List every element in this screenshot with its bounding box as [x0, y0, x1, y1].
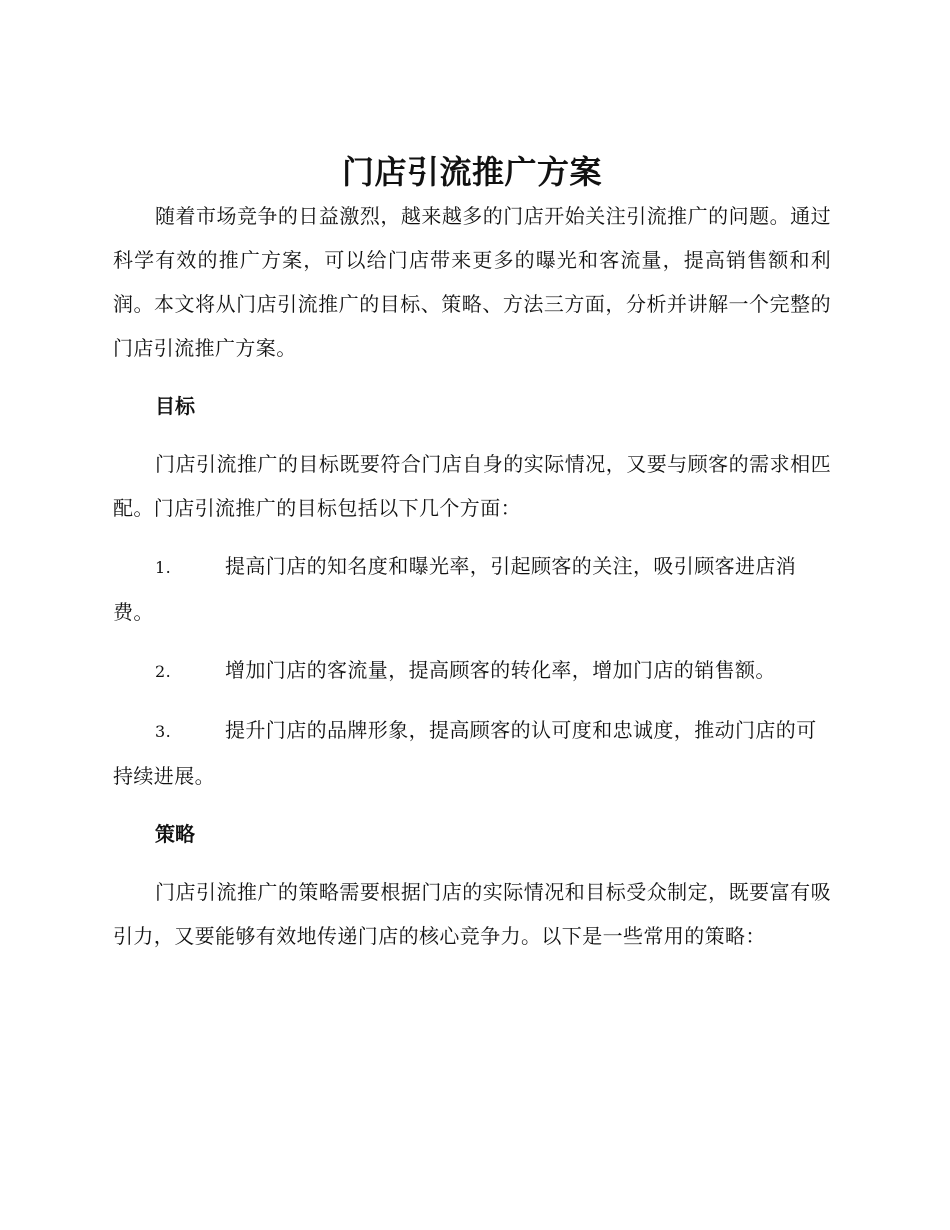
goals-paragraph: 门店引流推广的目标既要符合门店自身的实际情况，又要与顾客的需求相匹配。门店引流推广的目标包括以下几个方面：	[113, 452, 831, 520]
list-item-text: 增加门店的客流量，提高顾客的转化率，增加门店的销售额。	[225, 658, 776, 682]
list-item-number: 1.	[155, 558, 172, 577]
spacer	[113, 428, 831, 442]
document-body	[113, 150, 831, 958]
document-title: 门店引流推广方案	[341, 153, 602, 191]
spacer	[113, 694, 831, 708]
list-item	[113, 544, 831, 634]
section-heading-goals: 目标	[155, 394, 195, 418]
list-item-number: 2.	[155, 662, 172, 681]
spacer	[113, 634, 831, 648]
spacer	[113, 856, 831, 870]
strategy-paragraph: 门店引流推广的策略需要根据门店的实际情况和目标受众制定，既要富有吸引力，又要能够有效地传递门店的核心竞争力。以下是一些常用的策略：	[113, 880, 831, 948]
spacer	[113, 370, 831, 384]
intro-paragraph: 随着市场竞争的日益激烈，越来越多的门店开始关注引流推广的问题。通过科学有效的推广方案，可以给门店带来更多的曝光和客流量，提高销售额和利润。本文将从门店引流推广的目标、策略、方法三方面，分析并讲解一个完整的门店引流推广方案。	[113, 204, 831, 360]
list-item-text: 提高门店的知名度和曝光率，引起顾客的关注，吸引顾客进店消费。	[113, 554, 797, 624]
list-item-text: 提升门店的品牌形象，提高顾客的认可度和忠诚度，推动门店的可持续进展。	[113, 718, 817, 788]
list-item-number: 3.	[155, 722, 172, 741]
list-item	[113, 708, 831, 798]
list-item	[113, 648, 831, 694]
spacer	[113, 530, 831, 544]
spacer	[113, 798, 831, 812]
section-heading-strategy: 策略	[155, 822, 195, 846]
